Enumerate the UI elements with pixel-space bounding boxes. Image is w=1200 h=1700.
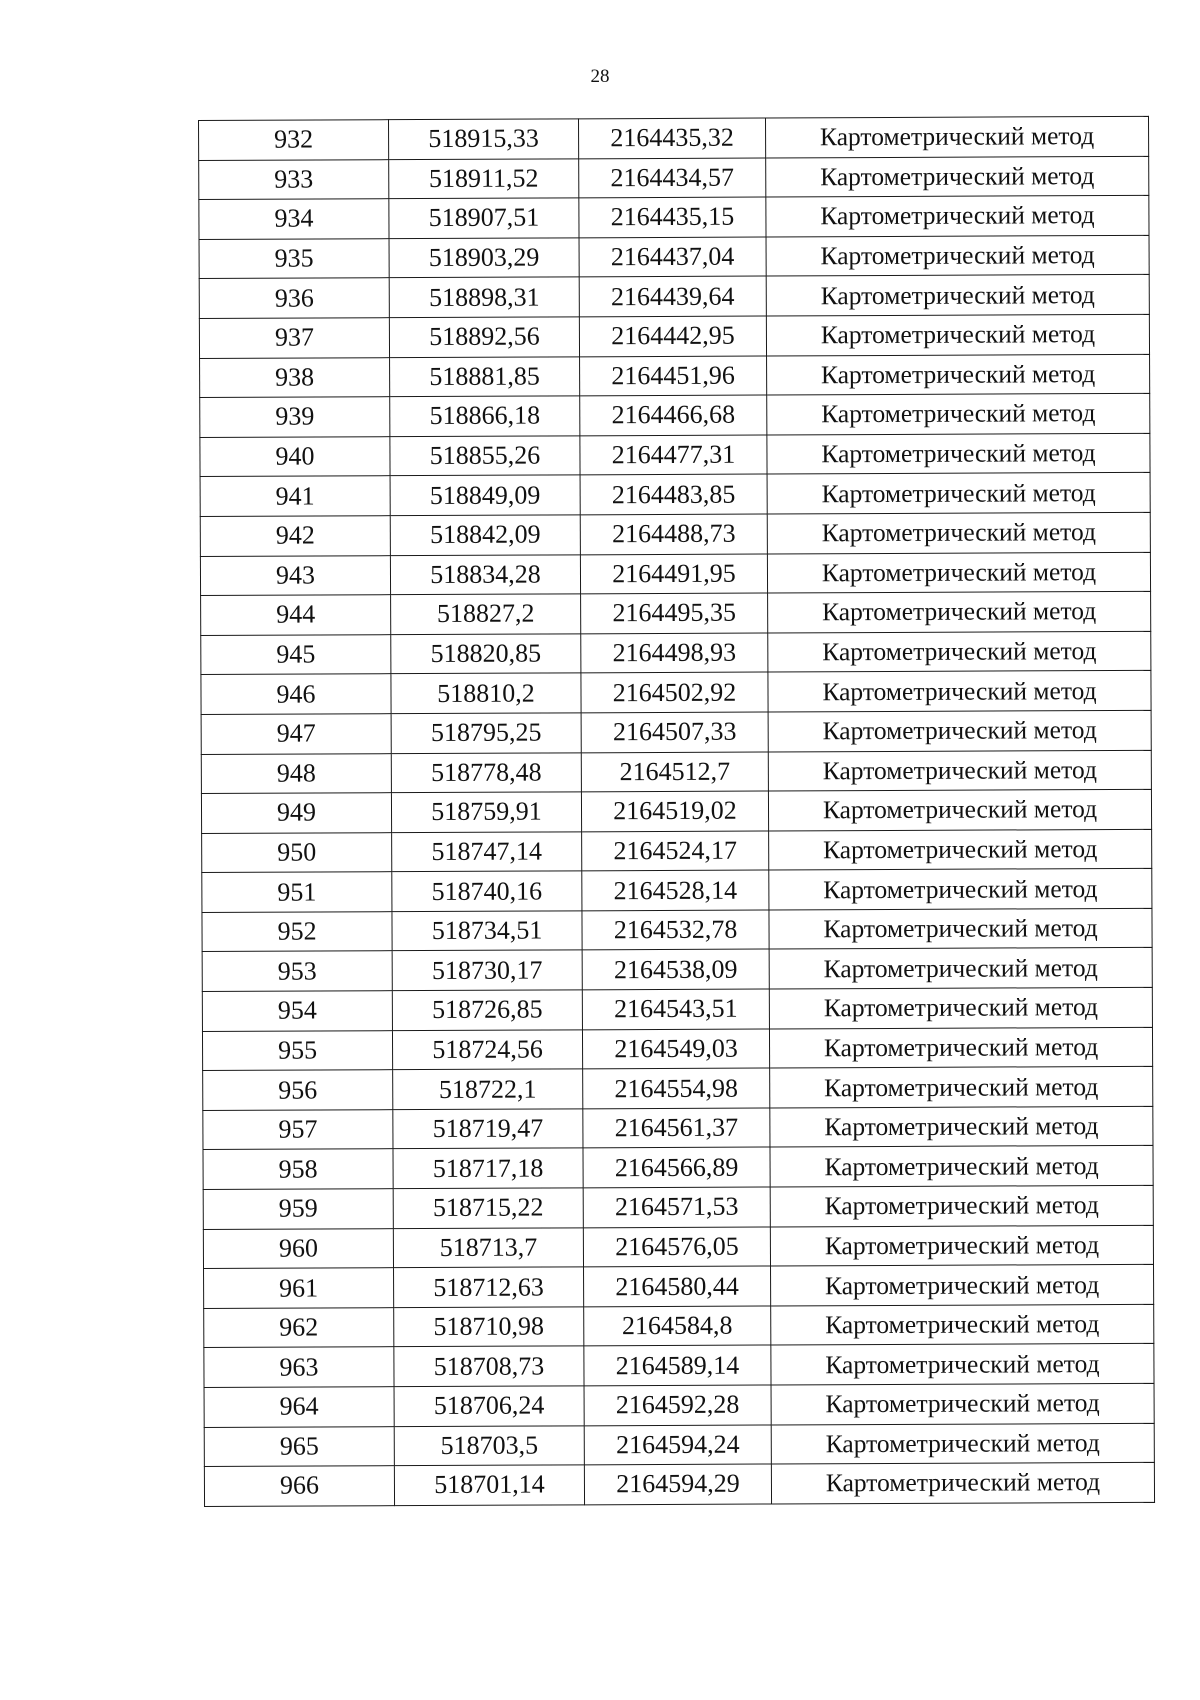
- table-row: [200, 552, 1150, 596]
- table-row: [201, 789, 1151, 833]
- x-coordinate-cell: 518712,63: [394, 1267, 584, 1307]
- y-coordinate-cell: 2164584,8: [584, 1306, 771, 1346]
- y-coordinate-cell: 2164538,09: [582, 949, 769, 989]
- x-coordinate-cell: 518892,56: [389, 317, 579, 357]
- table-row: [200, 473, 1150, 517]
- y-coordinate-cell: 2164498,93: [581, 633, 768, 673]
- method-cell: Картометрический метод: [770, 1185, 1153, 1226]
- method-cell: Картометрический метод: [769, 987, 1152, 1028]
- method-cell: Картометрический метод: [768, 710, 1151, 751]
- method-cell: Картометрический метод: [766, 156, 1149, 197]
- table-row: [201, 631, 1151, 675]
- method-cell: Картометрический метод: [767, 433, 1150, 474]
- table-row: [200, 354, 1150, 398]
- y-coordinate-cell: 2164483,85: [580, 474, 767, 514]
- point-number-cell: 952: [202, 912, 392, 952]
- point-number-cell: 944: [201, 595, 391, 635]
- method-cell: Картометрический метод: [771, 1304, 1154, 1345]
- method-cell: Картометрический метод: [771, 1383, 1154, 1424]
- table-row: [204, 1344, 1154, 1388]
- table-row: [201, 750, 1151, 794]
- point-number-cell: 935: [199, 238, 389, 278]
- method-cell: Картометрический метод: [766, 275, 1149, 316]
- x-coordinate-cell: 518717,18: [393, 1148, 583, 1188]
- table-row: [201, 591, 1151, 635]
- y-coordinate-cell: 2164528,14: [582, 870, 769, 910]
- y-coordinate-cell: 2164507,33: [581, 712, 768, 752]
- y-coordinate-cell: 2164502,92: [581, 672, 768, 712]
- y-coordinate-cell: 2164594,29: [584, 1464, 771, 1504]
- x-coordinate-cell: 518710,98: [394, 1307, 584, 1347]
- x-coordinate-cell: 518708,73: [394, 1346, 584, 1386]
- x-coordinate-cell: 518881,85: [390, 356, 580, 396]
- point-number-cell: 958: [203, 1149, 393, 1189]
- y-coordinate-cell: 2164524,17: [582, 831, 769, 871]
- x-coordinate-cell: 518703,5: [394, 1425, 584, 1465]
- table-row: [202, 908, 1152, 952]
- point-number-cell: 948: [201, 753, 391, 793]
- x-coordinate-cell: 518827,2: [391, 594, 581, 634]
- point-number-cell: 965: [204, 1426, 394, 1466]
- method-cell: Картометрический метод: [771, 1265, 1154, 1306]
- point-number-cell: 953: [202, 951, 392, 991]
- point-number-cell: 960: [203, 1228, 393, 1268]
- point-number-cell: 945: [201, 634, 391, 674]
- y-coordinate-cell: 2164437,04: [579, 237, 766, 277]
- point-number-cell: 955: [202, 1030, 392, 1070]
- table-row: [202, 829, 1152, 873]
- point-number-cell: 957: [203, 1110, 393, 1150]
- point-number-cell: 936: [199, 278, 389, 318]
- x-coordinate-cell: 518849,09: [390, 475, 580, 515]
- table-row: [204, 1265, 1154, 1309]
- method-cell: Картометрический метод: [766, 235, 1149, 276]
- x-coordinate-cell: 518907,51: [389, 198, 579, 238]
- y-coordinate-cell: 2164571,53: [583, 1187, 770, 1227]
- table-row: [203, 1106, 1153, 1150]
- table-row: [204, 1463, 1154, 1507]
- x-coordinate-cell: 518715,22: [393, 1188, 583, 1228]
- table-row: [203, 1185, 1153, 1229]
- y-coordinate-cell: 2164466,68: [580, 395, 767, 435]
- point-number-cell: 947: [201, 714, 391, 754]
- table-row: [199, 196, 1149, 240]
- y-coordinate-cell: 2164592,28: [584, 1385, 771, 1425]
- method-cell: Картометрический метод: [767, 354, 1150, 395]
- table-row: [203, 1146, 1153, 1190]
- y-coordinate-cell: 2164594,24: [584, 1425, 771, 1465]
- x-coordinate-cell: 518747,14: [392, 832, 582, 872]
- point-number-cell: 933: [199, 159, 389, 199]
- method-cell: Картометрический метод: [768, 631, 1151, 672]
- method-cell: Картометрический метод: [770, 1106, 1153, 1147]
- x-coordinate-cell: 518724,56: [392, 1029, 582, 1069]
- x-coordinate-cell: 518820,85: [391, 634, 581, 674]
- x-coordinate-cell: 518759,91: [391, 792, 581, 832]
- method-cell: Картометрический метод: [767, 473, 1150, 514]
- y-coordinate-cell: 2164576,05: [583, 1227, 770, 1267]
- x-coordinate-cell: 518866,18: [390, 396, 580, 436]
- point-number-cell: 962: [204, 1307, 394, 1347]
- y-coordinate-cell: 2164495,35: [581, 593, 768, 633]
- table-row: [202, 987, 1152, 1031]
- page-number: 28: [590, 66, 610, 87]
- x-coordinate-cell: 518898,31: [389, 277, 579, 317]
- x-coordinate-cell: 518810,2: [391, 673, 581, 713]
- table-row: [200, 512, 1150, 556]
- point-number-cell: 959: [203, 1189, 393, 1229]
- coordinates-table-body: [199, 116, 1155, 1506]
- method-cell: Картометрический метод: [767, 394, 1150, 435]
- point-number-cell: 939: [200, 397, 390, 437]
- method-cell: Картометрический метод: [766, 314, 1149, 355]
- point-number-cell: 954: [202, 991, 392, 1031]
- table-row: [204, 1304, 1154, 1348]
- point-number-cell: 946: [201, 674, 391, 714]
- point-number-cell: 938: [200, 357, 390, 397]
- point-number-cell: 963: [204, 1347, 394, 1387]
- x-coordinate-cell: 518726,85: [392, 990, 582, 1030]
- point-number-cell: 937: [199, 318, 389, 358]
- table-row: [199, 314, 1149, 358]
- method-cell: Картометрический метод: [769, 908, 1152, 949]
- y-coordinate-cell: 2164580,44: [584, 1266, 771, 1306]
- point-number-cell: 932: [199, 120, 389, 160]
- method-cell: Картометрический метод: [765, 116, 1148, 157]
- table-row: [199, 275, 1149, 319]
- y-coordinate-cell: 2164434,57: [579, 158, 766, 198]
- method-cell: Картометрический метод: [768, 750, 1151, 791]
- method-cell: Картометрический метод: [770, 1146, 1153, 1187]
- y-coordinate-cell: 2164435,15: [579, 197, 766, 237]
- x-coordinate-cell: 518834,28: [390, 554, 580, 594]
- x-coordinate-cell: 518740,16: [392, 871, 582, 911]
- point-number-cell: 949: [201, 793, 391, 833]
- x-coordinate-cell: 518722,1: [393, 1069, 583, 1109]
- table-row: [200, 433, 1150, 477]
- method-cell: Картометрический метод: [767, 512, 1150, 553]
- method-cell: Картометрический метод: [770, 1225, 1153, 1266]
- method-cell: Картометрический метод: [766, 196, 1149, 237]
- point-number-cell: 964: [204, 1387, 394, 1427]
- table-row: [202, 948, 1152, 992]
- x-coordinate-cell: 518701,14: [394, 1465, 584, 1505]
- table-row: [203, 1225, 1153, 1269]
- y-coordinate-cell: 2164566,89: [583, 1147, 770, 1187]
- y-coordinate-cell: 2164532,78: [582, 910, 769, 950]
- y-coordinate-cell: 2164549,03: [582, 1029, 769, 1069]
- table-row: [201, 671, 1151, 715]
- method-cell: Картометрический метод: [768, 789, 1151, 830]
- table-row: [202, 869, 1152, 913]
- x-coordinate-cell: 518795,25: [391, 713, 581, 753]
- table-row: [200, 394, 1150, 438]
- table-row: [204, 1423, 1154, 1467]
- table-row: [199, 116, 1149, 160]
- x-coordinate-cell: 518719,47: [393, 1109, 583, 1149]
- method-cell: Картометрический метод: [769, 948, 1152, 989]
- method-cell: Картометрический метод: [769, 869, 1152, 910]
- method-cell: Картометрический метод: [771, 1463, 1154, 1504]
- x-coordinate-cell: 518734,51: [392, 911, 582, 951]
- point-number-cell: 961: [204, 1268, 394, 1308]
- x-coordinate-cell: 518730,17: [392, 950, 582, 990]
- y-coordinate-cell: 2164442,95: [579, 316, 766, 356]
- x-coordinate-cell: 518706,24: [394, 1386, 584, 1426]
- table-row: [199, 156, 1149, 200]
- point-number-cell: 942: [200, 516, 390, 556]
- y-coordinate-cell: 2164491,95: [580, 554, 767, 594]
- table-row: [199, 235, 1149, 279]
- point-number-cell: 943: [200, 555, 390, 595]
- y-coordinate-cell: 2164512,7: [581, 752, 768, 792]
- point-number-cell: 966: [204, 1466, 394, 1506]
- y-coordinate-cell: 2164488,73: [580, 514, 767, 554]
- y-coordinate-cell: 2164561,37: [583, 1108, 770, 1148]
- method-cell: Картометрический метод: [771, 1344, 1154, 1385]
- y-coordinate-cell: 2164477,31: [580, 435, 767, 475]
- x-coordinate-cell: 518903,29: [389, 238, 579, 278]
- y-coordinate-cell: 2164435,32: [578, 118, 765, 158]
- method-cell: Картометрический метод: [768, 591, 1151, 632]
- point-number-cell: 956: [203, 1070, 393, 1110]
- method-cell: Картометрический метод: [771, 1423, 1154, 1464]
- method-cell: Картометрический метод: [767, 552, 1150, 593]
- x-coordinate-cell: 518911,52: [389, 158, 579, 198]
- y-coordinate-cell: 2164451,96: [580, 356, 767, 396]
- table-row: [201, 710, 1151, 754]
- method-cell: Картометрический метод: [769, 829, 1152, 870]
- y-coordinate-cell: 2164439,64: [579, 276, 766, 316]
- coordinates-table: [198, 116, 1155, 1507]
- y-coordinate-cell: 2164589,14: [584, 1345, 771, 1385]
- y-coordinate-cell: 2164554,98: [583, 1068, 770, 1108]
- x-coordinate-cell: 518778,48: [391, 752, 581, 792]
- x-coordinate-cell: 518915,33: [389, 119, 579, 159]
- table-row: [204, 1383, 1154, 1427]
- y-coordinate-cell: 2164519,02: [581, 791, 768, 831]
- method-cell: Картометрический метод: [770, 1067, 1153, 1108]
- point-number-cell: 951: [202, 872, 392, 912]
- table-row: [203, 1067, 1153, 1111]
- point-number-cell: 941: [200, 476, 390, 516]
- x-coordinate-cell: 518842,09: [390, 515, 580, 555]
- point-number-cell: 950: [202, 832, 392, 872]
- y-coordinate-cell: 2164543,51: [582, 989, 769, 1029]
- point-number-cell: 934: [199, 199, 389, 239]
- table-row: [202, 1027, 1152, 1071]
- x-coordinate-cell: 518855,26: [390, 436, 580, 476]
- method-cell: Картометрический метод: [768, 671, 1151, 712]
- x-coordinate-cell: 518713,7: [393, 1227, 583, 1267]
- method-cell: Картометрический метод: [769, 1027, 1152, 1068]
- point-number-cell: 940: [200, 436, 390, 476]
